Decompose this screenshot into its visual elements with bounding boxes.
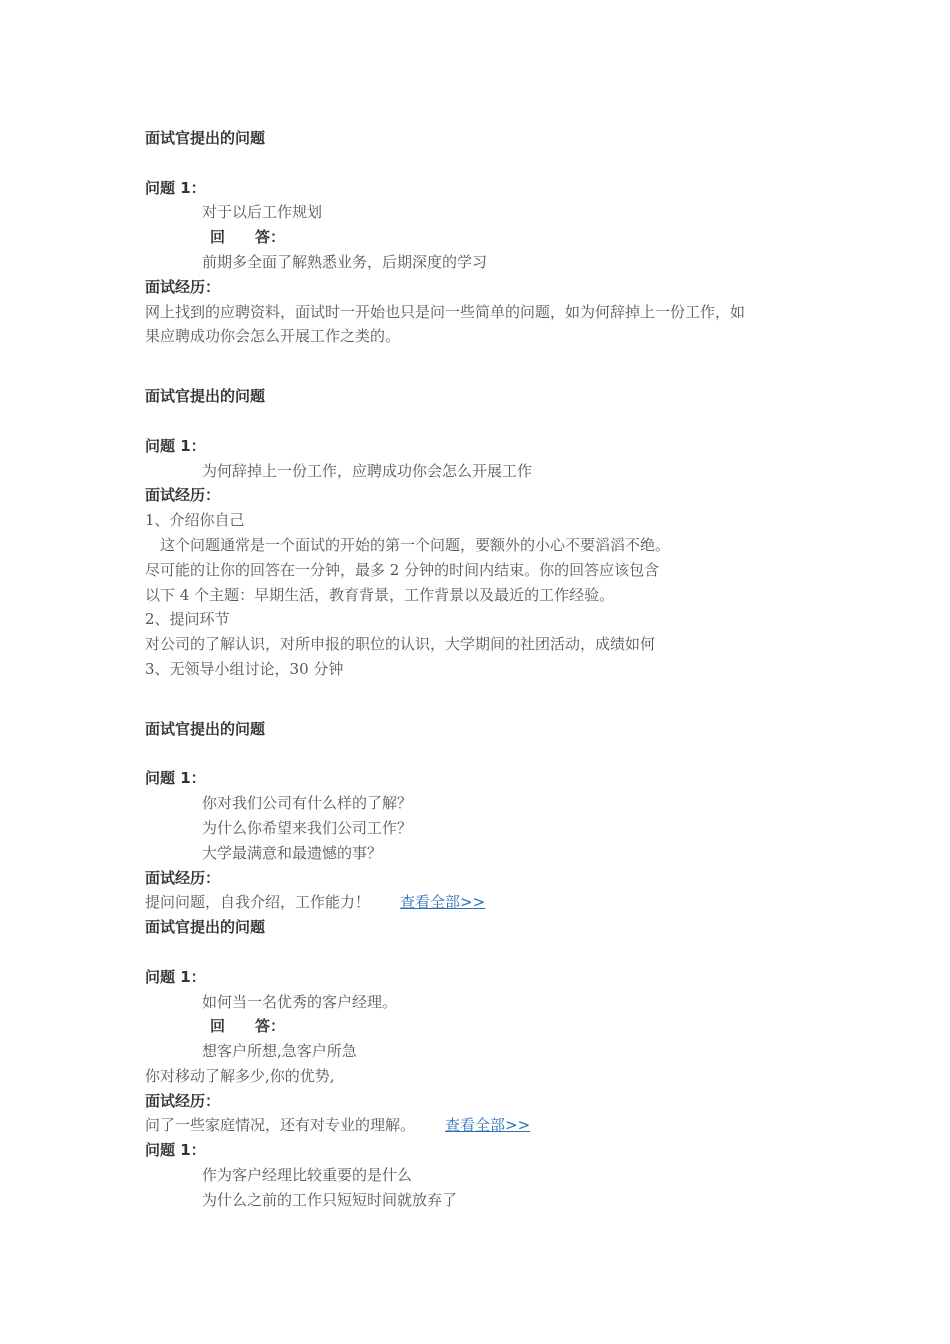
experience-text: 提问问题，自我介绍，工作能力！ xyxy=(145,893,371,912)
question-label: 问题 1： xyxy=(145,436,206,455)
view-all-link[interactable]: 查看全部>> xyxy=(400,893,486,912)
question-text: 为什么你希望来我们公司工作？ xyxy=(202,818,413,837)
answer-text: 想客户所想,急客户所急 xyxy=(202,1042,357,1061)
section-heading: 面试官提出的问题 xyxy=(145,387,266,406)
section-heading: 面试官提出的问题 xyxy=(145,129,266,147)
experience-label: 面试经历： xyxy=(145,1091,221,1110)
experience-text: 3、无领导小组讨论，30 分钟 xyxy=(145,659,344,678)
question-label: 问题 1： xyxy=(145,178,206,197)
question-text: 为何辞掉上一份工作，应聘成功你会怎么开展工作 xyxy=(202,461,533,480)
experience-label: 面试经历： xyxy=(145,868,221,887)
answer-text: 你对移动了解多少,你的优势, xyxy=(145,1066,335,1085)
question-label: 问题 1： xyxy=(145,769,206,788)
experience-text: 网上找到的应聘资料，面试时一开始也只是问一些简单的问题，如为何辞掉上一份工作，如 xyxy=(145,302,746,321)
experience-row xyxy=(145,890,825,915)
question-text: 你对我们公司有什么样的了解？ xyxy=(202,794,413,813)
question-text: 如何当一名优秀的客户经理。 xyxy=(202,992,398,1011)
experience-row xyxy=(145,1113,825,1138)
view-all-link[interactable]: 查看全部>> xyxy=(445,1116,531,1135)
experience-text: 以下 4 个主题：早期生活，教育背景，工作背景以及最近的工作经验。 xyxy=(145,585,615,604)
experience-label: 面试经历： xyxy=(145,277,221,296)
experience-text: 对公司的了解认识，对所申报的职位的认识，大学期间的社团活动，成绩如何 xyxy=(145,635,656,654)
experience-text: 问了一些家庭情况，还有对专业的理解。 xyxy=(145,1116,416,1135)
answer-text: 前期多全面了解熟悉业务，后期深度的学习 xyxy=(202,252,488,271)
question-label: 问题 1： xyxy=(145,967,206,986)
answer-label: 回 答： xyxy=(210,1017,286,1036)
question-text: 作为客户经理比较重要的是什么 xyxy=(202,1166,413,1185)
experience-text: 这个问题通常是一个面试的开始的第一个问题，要额外的小心不要滔滔不绝。 xyxy=(160,535,671,554)
experience-text: 1、介绍你自己 xyxy=(145,511,245,530)
experience-text: 2、提问环节 xyxy=(145,610,230,629)
question-text: 为什么之前的工作只短短时间就放弃了 xyxy=(202,1190,458,1209)
question-text: 对于以后工作规划 xyxy=(202,203,323,222)
experience-label: 面试经历： xyxy=(145,486,221,505)
question-text: 大学最满意和最遗憾的事？ xyxy=(202,843,383,862)
answer-label: 回 答： xyxy=(210,228,286,247)
document-page xyxy=(145,126,825,1213)
section-heading: 面试官提出的问题 xyxy=(145,918,266,937)
experience-text: 果应聘成功你会怎么开展工作之类的。 xyxy=(145,327,401,346)
question-label: 问题 1： xyxy=(145,1141,206,1160)
experience-text: 尽可能的让你的回答在一分钟，最多 2 分钟的时间内结束。你的回答应该包含 xyxy=(145,560,660,579)
section-heading: 面试官提出的问题 xyxy=(145,719,266,738)
